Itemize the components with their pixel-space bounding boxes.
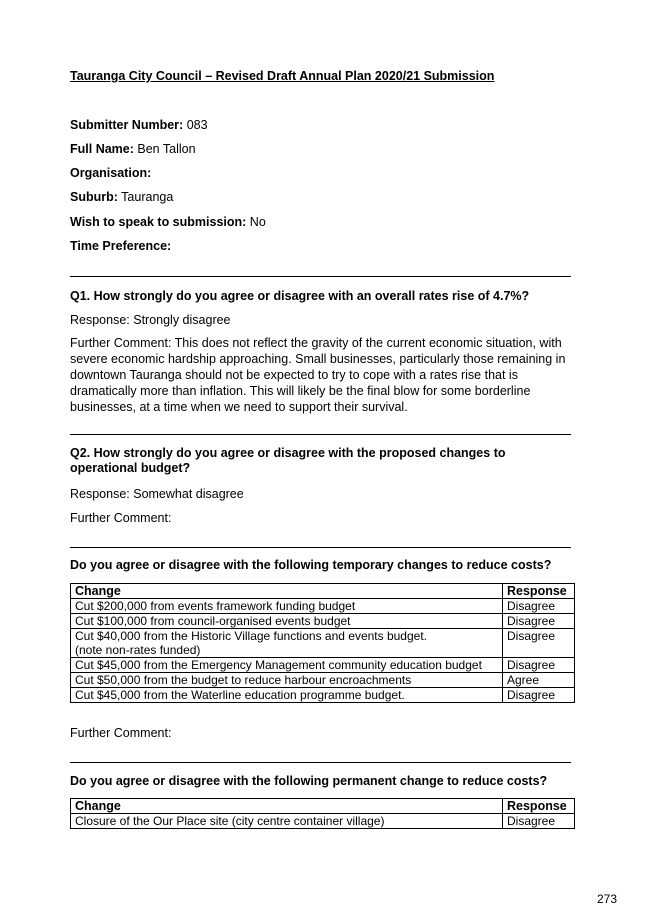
section-divider: [70, 276, 571, 277]
table-row: [71, 629, 575, 658]
suburb-value: Tauranga: [121, 190, 174, 204]
response-cell: Disagree: [503, 614, 575, 629]
suburb-label: Suburb:: [70, 190, 118, 204]
table-row: [71, 814, 575, 829]
submitter-number-value: 083: [186, 118, 208, 132]
permanent-change-question: Do you agree or disagree with the following permanent change to reduce costs?: [70, 774, 548, 788]
section-divider: [70, 434, 571, 435]
temporary-changes-question: Do you agree or disagree with the following temporary changes to reduce costs?: [70, 558, 552, 572]
response-column-header: Response: [503, 584, 575, 599]
response-cell: Disagree: [503, 629, 575, 658]
table-header-row: [71, 584, 575, 599]
wish-to-speak-field: [70, 215, 266, 229]
table-row: [71, 673, 575, 688]
response-cell: Disagree: [503, 599, 575, 614]
response-cell: Disagree: [503, 658, 575, 673]
section-divider: [70, 547, 571, 548]
full-name-value: Ben Tallon: [137, 142, 196, 156]
table-row: [71, 599, 575, 614]
organisation-label: Organisation:: [70, 166, 152, 180]
q1-comment: Further Comment: This does not reflect the gravity of the current economic situation, with severe economic hardship approaching. Small businesses, particularly those remaining in downtown Tauranga should not be expected to try to cope with a rates rise that is dramatically more than inflation. This will likely be the final blow for some borderline businesses, at a time when we need to support their survival.: [70, 336, 566, 414]
response-cell: Disagree: [503, 688, 575, 703]
change-column-header: Change: [71, 584, 503, 599]
change-cell: Cut $45,000 from the Emergency Management community education budget: [71, 658, 503, 673]
full-name-label: Full Name:: [70, 142, 134, 156]
time-preference-label: Time Preference:: [70, 239, 172, 253]
q1-response: Response: Strongly disagree: [70, 313, 231, 327]
response-cell: Agree: [503, 673, 575, 688]
wish-to-speak-value: No: [249, 215, 266, 229]
section-divider: [70, 762, 571, 763]
table-row: [71, 688, 575, 703]
temporary-changes-table: [70, 583, 575, 703]
q2-comment: Further Comment:: [70, 511, 172, 525]
change-note: (note non-rates funded): [75, 643, 201, 657]
response-column-header: Response: [503, 799, 575, 814]
change-cell: Cut $200,000 from events framework funding budget: [71, 599, 503, 614]
submitter-number-field: [70, 118, 208, 132]
permanent-change-table: [70, 798, 575, 829]
document-title: Tauranga City Council – Revised Draft Annual Plan 2020/21 Submission: [70, 69, 495, 83]
change-cell: [71, 629, 503, 658]
table-header-row: [71, 799, 575, 814]
change-cell: Cut $50,000 from the budget to reduce harbour encroachments: [71, 673, 503, 688]
full-name-field: [70, 142, 196, 156]
change-cell: Cut $45,000 from the Waterline education programme budget.: [71, 688, 503, 703]
page-number: 273: [597, 892, 618, 906]
submitter-number-label: Submitter Number:: [70, 118, 184, 132]
response-cell: Disagree: [503, 814, 575, 829]
change-text: Cut $40,000 from the Historic Village functions and events budget.: [75, 629, 427, 643]
wish-to-speak-label: Wish to speak to submission:: [70, 215, 247, 229]
table-row: [71, 658, 575, 673]
change-cell: Cut $100,000 from council-organised events budget: [71, 614, 503, 629]
change-cell: Closure of the Our Place site (city centre container village): [71, 814, 503, 829]
time-preference-field: [70, 239, 171, 253]
q1-question: Q1. How strongly do you agree or disagree with an overall rates rise of 4.7%?: [70, 289, 530, 303]
organisation-field: [70, 166, 151, 180]
suburb-field: [70, 190, 173, 204]
table-row: [71, 614, 575, 629]
temporary-changes-comment: Further Comment:: [70, 726, 172, 740]
change-column-header: Change: [71, 799, 503, 814]
q2-response: Response: Somewhat disagree: [70, 487, 244, 501]
q2-question: Q2. How strongly do you agree or disagree with the proposed changes to operational budget?: [70, 446, 506, 475]
